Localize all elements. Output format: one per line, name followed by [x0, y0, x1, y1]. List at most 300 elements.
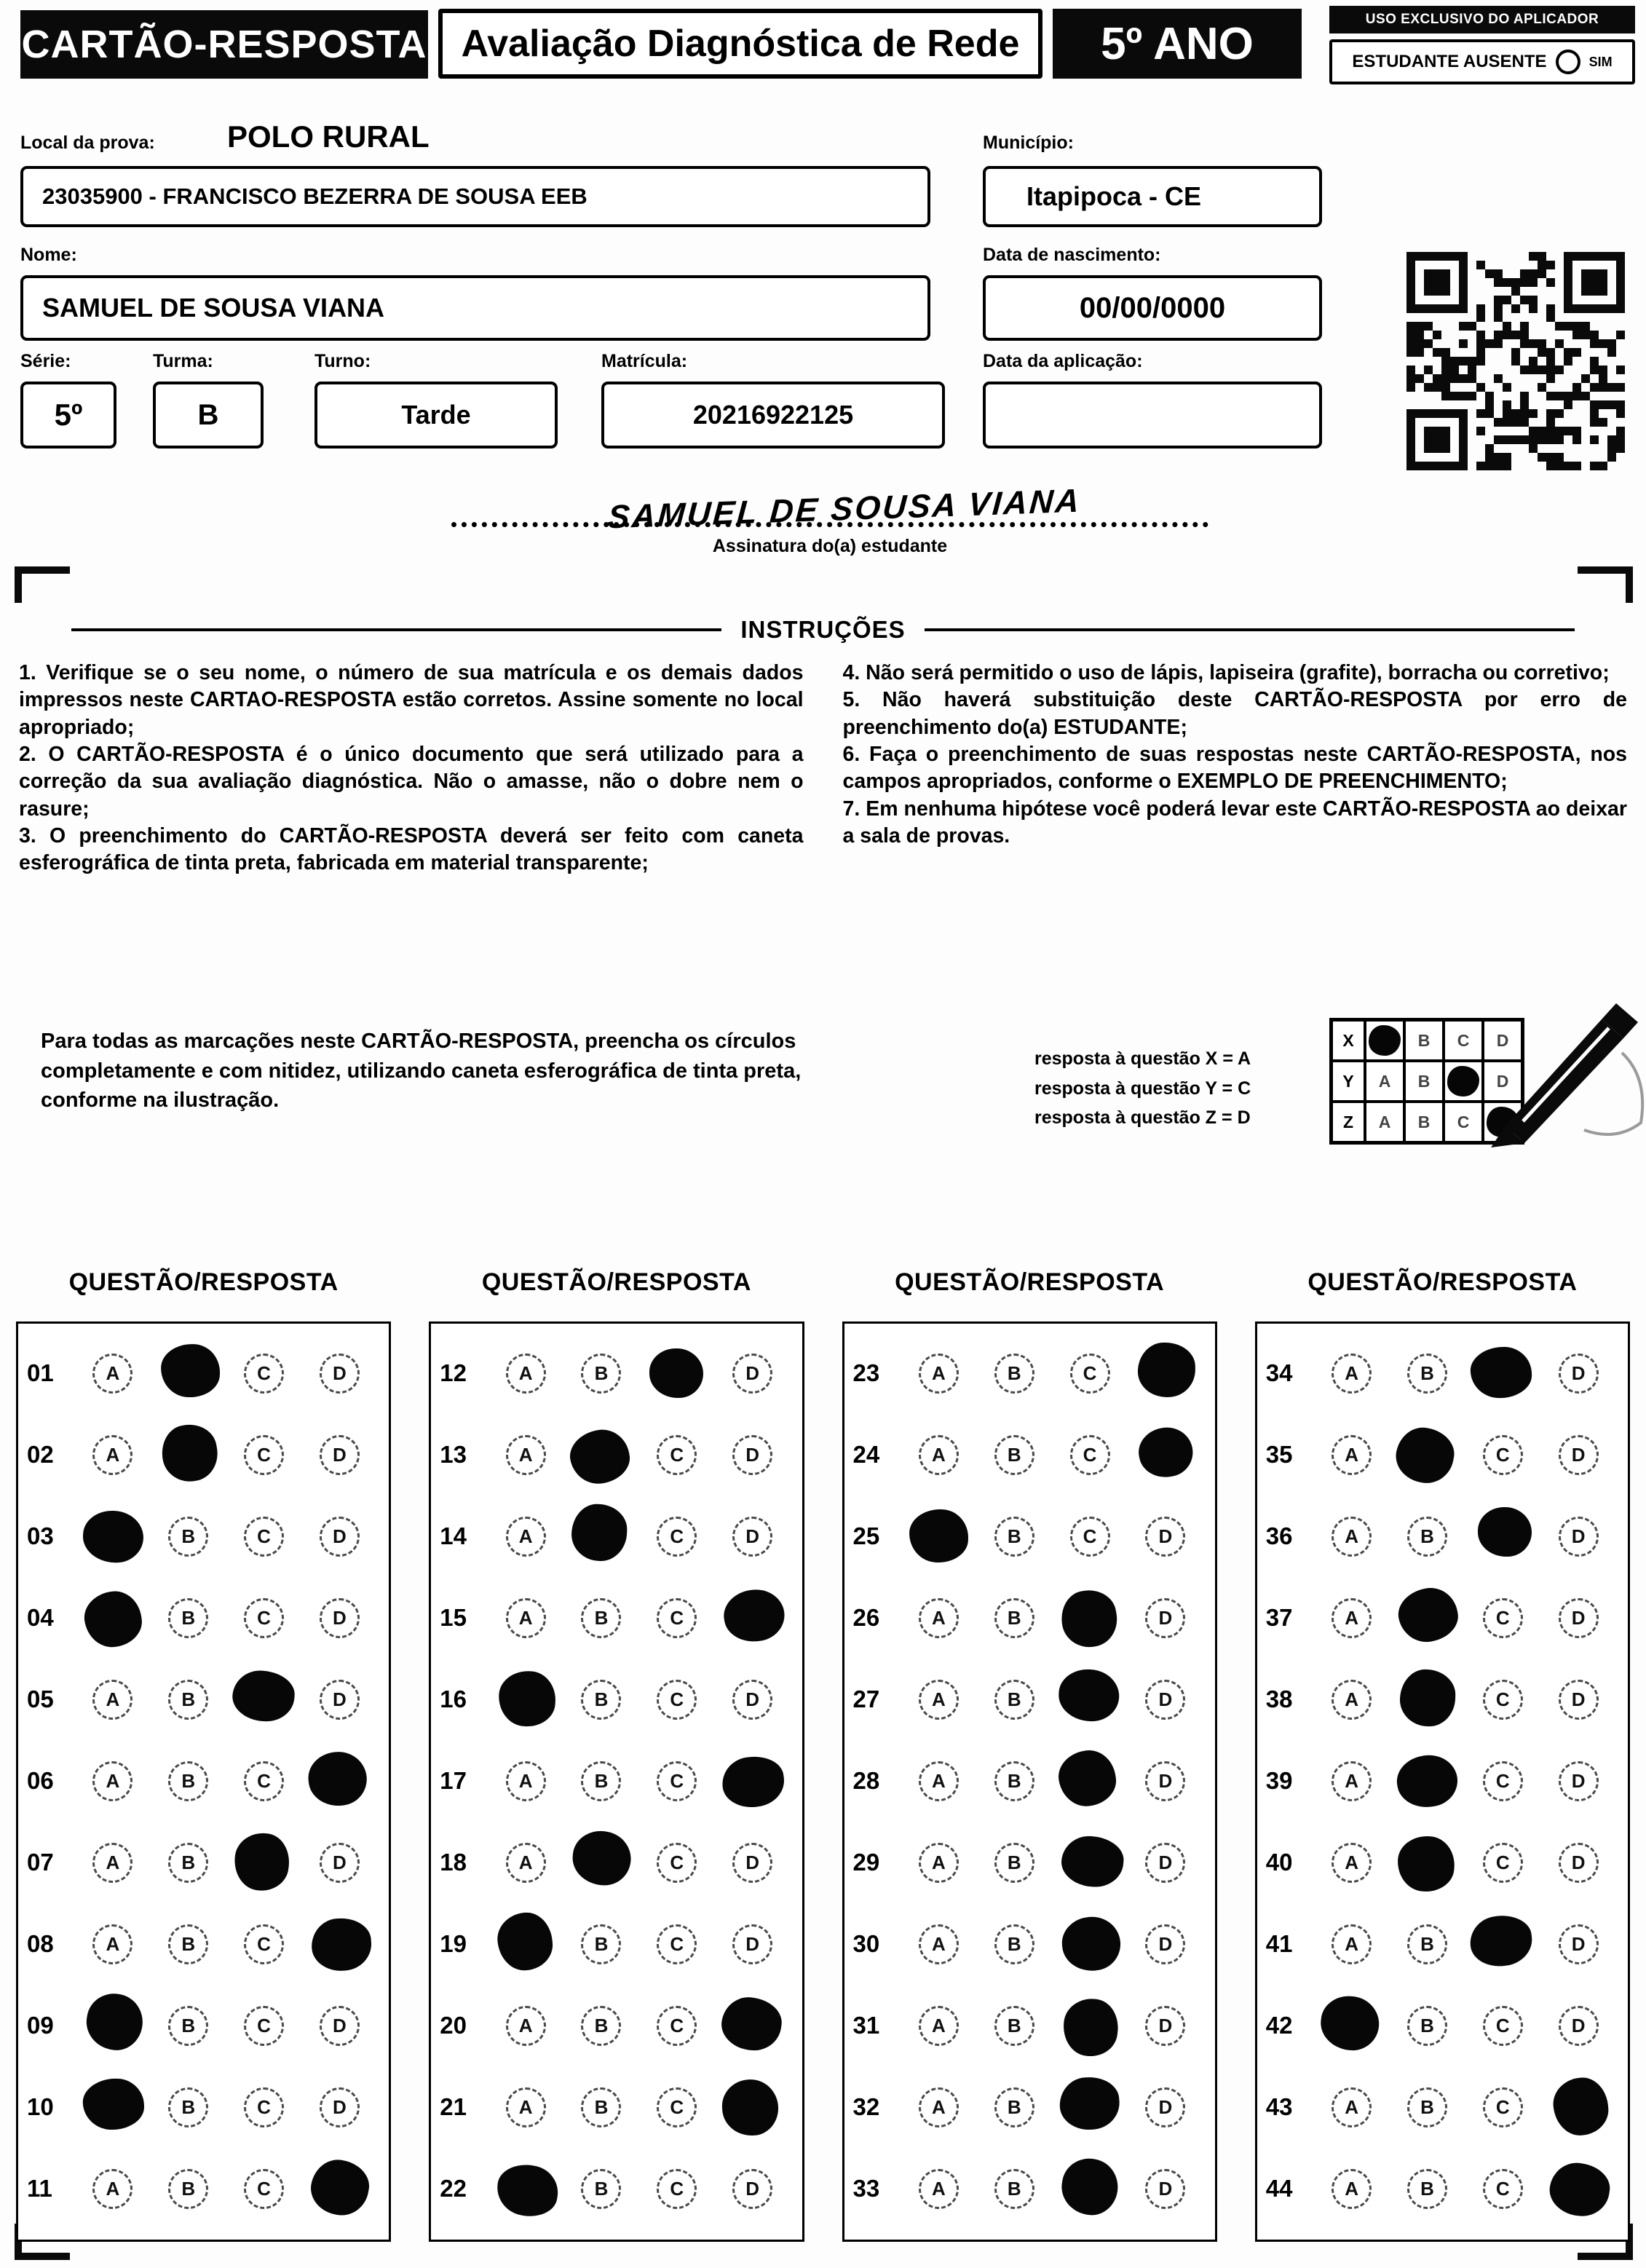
answer-bubble[interactable]: A [506, 1354, 546, 1394]
answer-bubble[interactable]: C [1483, 1761, 1523, 1801]
option-cell [715, 1435, 791, 1475]
question-row [853, 1414, 1203, 1495]
answer-bubble-filled[interactable] [1057, 2154, 1121, 2218]
answer-bubble[interactable]: B [994, 1435, 1034, 1475]
answer-bubble-filled[interactable] [721, 2078, 780, 2137]
answer-bubble-filled[interactable] [1478, 1507, 1532, 1557]
answer-bubble-filled[interactable] [1059, 1833, 1125, 1889]
signature-area [451, 479, 1208, 557]
answer-bubble[interactable]: D [1145, 2087, 1185, 2127]
answer-bubble[interactable]: C [657, 1843, 697, 1883]
option-cell [226, 2006, 302, 2046]
option-cell [1465, 1598, 1540, 1638]
answer-bubble[interactable]: A [919, 1435, 959, 1475]
option-cell [1540, 1354, 1616, 1394]
answer-bubble-filled[interactable] [909, 1509, 968, 1562]
option-cell [1128, 1430, 1203, 1479]
answer-bubble[interactable]: A [919, 1680, 959, 1720]
question-row [27, 1332, 377, 1414]
answer-bubble[interactable]: D [732, 1680, 772, 1720]
example-option-cell: C [1444, 1102, 1483, 1142]
option-cell [75, 1680, 151, 1720]
answer-bubble-filled[interactable] [1059, 1914, 1123, 1974]
answer-bubble-filled[interactable] [721, 1585, 788, 1645]
question-number: 19 [440, 1930, 467, 1957]
answer-bubble[interactable]: D [1559, 1843, 1599, 1883]
answer-bubble[interactable]: D [1145, 1924, 1185, 1964]
option-cell [301, 2006, 377, 2046]
answer-bubble[interactable]: D [1559, 2006, 1599, 2046]
option-cell [715, 1999, 791, 2052]
answer-column [842, 1268, 1217, 2242]
example-option-cell: B [1404, 1102, 1444, 1142]
option-cell [1314, 1435, 1390, 1475]
option-cell [901, 1924, 977, 1964]
answer-bubble-filled[interactable] [83, 1989, 147, 2053]
option-cell [1540, 2079, 1616, 2136]
answer-bubble-filled[interactable] [1399, 1669, 1457, 1728]
answer-bubble[interactable]: C [244, 1598, 284, 1638]
answer-bubble[interactable]: D [1145, 1761, 1185, 1801]
answer-bubble[interactable]: A [1332, 2169, 1372, 2209]
option-cell [301, 2087, 377, 2127]
answer-bubble[interactable]: D [1559, 1680, 1599, 1720]
answer-bubble[interactable]: B [994, 1680, 1034, 1720]
answer-bubble[interactable]: B [1407, 1354, 1447, 1394]
question-row [440, 1985, 790, 2066]
example-line: resposta à questão X = A [1034, 1048, 1251, 1069]
option-cell [715, 2079, 791, 2135]
option-cell [75, 1590, 151, 1645]
answer-bubble-filled[interactable] [82, 2078, 145, 2131]
option-cell [1128, 1761, 1203, 1801]
answer-bubble[interactable]: A [1332, 1598, 1372, 1638]
answer-bubble[interactable]: D [320, 1598, 360, 1638]
answer-bubble-filled[interactable] [1470, 1346, 1532, 1399]
answer-column-title: QUESTÃO/RESPOSTA [481, 1268, 751, 1296]
answer-bubble-filled[interactable] [497, 1670, 558, 1728]
option-cell [488, 2087, 563, 2127]
answer-block [16, 1321, 391, 2242]
question-row [1266, 1495, 1616, 1577]
option-cell [75, 1435, 151, 1475]
answer-bubble[interactable]: A [92, 1924, 132, 1964]
answer-bubble[interactable]: C [244, 2006, 284, 2046]
question-number: 38 [1265, 1686, 1293, 1712]
answer-bubble[interactable]: D [1145, 1680, 1185, 1720]
answer-bubble[interactable]: B [994, 2169, 1034, 2209]
question-number: 18 [440, 1849, 467, 1876]
answer-bubble[interactable]: B [168, 2169, 208, 2209]
data-aplicacao-label: Data da aplicação: [983, 351, 1143, 371]
question-number: 22 [440, 2175, 467, 2202]
answer-bubble[interactable]: A [919, 2087, 959, 2127]
matricula-field: 20216922125 [601, 382, 945, 449]
answer-bubble-filled[interactable] [306, 2155, 373, 2220]
answer-bubble[interactable]: B [168, 1761, 208, 1801]
question-row [1266, 2148, 1616, 2229]
answer-bubble-filled[interactable] [1057, 1586, 1121, 1651]
answer-sheet [16, 1268, 1630, 2242]
answer-bubble[interactable]: B [168, 1843, 208, 1883]
question-number: 34 [1265, 1359, 1293, 1386]
answer-bubble[interactable]: B [1407, 2169, 1447, 2209]
estudante-ausente-label: ESTUDANTE AUSENTE [1352, 52, 1547, 71]
answer-bubble-filled[interactable] [1393, 1750, 1461, 1811]
option-cell [1540, 1843, 1616, 1883]
municipio-label: Município: [983, 133, 1074, 153]
answer-bubble-filled[interactable] [161, 1343, 221, 1397]
answer-bubble-filled[interactable] [1396, 1834, 1457, 1893]
answer-bubble[interactable]: C [657, 1924, 697, 1964]
option-cell [976, 1924, 1052, 1964]
answer-bubble[interactable]: A [1332, 1517, 1372, 1557]
answer-bubble[interactable]: D [1145, 1598, 1185, 1638]
answer-bubble[interactable]: A [1332, 1680, 1372, 1720]
option-cell [715, 1843, 791, 1883]
answer-bubble[interactable]: C [1483, 1435, 1523, 1475]
question-row [27, 1577, 377, 1659]
answer-bubble[interactable]: C [244, 1517, 284, 1557]
answer-bubble-filled[interactable] [570, 1828, 633, 1888]
answer-bubble-filled[interactable] [719, 1753, 787, 1810]
answer-bubble[interactable]: A [92, 2169, 132, 2209]
answer-bubble[interactable]: B [994, 1843, 1034, 1883]
answer-bubble[interactable]: A [506, 1517, 546, 1557]
answer-bubble[interactable]: B [994, 1354, 1034, 1394]
answer-bubble[interactable]: B [581, 1680, 621, 1720]
answer-bubble[interactable]: A [506, 2006, 546, 2046]
answer-bubble[interactable]: C [1070, 1354, 1110, 1394]
option-cell [639, 1598, 715, 1638]
answer-bubble[interactable]: B [168, 1924, 208, 1964]
answer-bubble[interactable]: B [1407, 2006, 1447, 2046]
question-number: 37 [1265, 1604, 1293, 1631]
question-row [853, 1577, 1203, 1659]
option-cell [1314, 1598, 1390, 1638]
option-cell [301, 1754, 377, 1808]
option-cell [1052, 1435, 1128, 1475]
answer-bubble-filled[interactable] [1318, 1994, 1381, 2053]
option-cell [563, 1836, 639, 1889]
answer-bubble[interactable]: A [919, 1924, 959, 1964]
answer-bubble[interactable]: A [92, 1680, 132, 1720]
answer-bubble[interactable]: A [506, 1843, 546, 1883]
answer-bubble[interactable]: D [320, 1517, 360, 1557]
answer-bubble[interactable]: D [1559, 1354, 1599, 1394]
answer-bubble-filled[interactable] [81, 1588, 145, 1651]
answer-bubble[interactable]: B [994, 1598, 1034, 1638]
answer-bubble-filled[interactable] [1060, 1995, 1121, 2059]
local-da-prova-label: Local da prova: [20, 133, 155, 153]
option-cell [563, 1429, 639, 1482]
answer-bubble[interactable]: C [1070, 1435, 1110, 1475]
answer-bubble[interactable]: D [1559, 1598, 1599, 1638]
answer-bubble[interactable]: D [1559, 1761, 1599, 1801]
option-cell [901, 1354, 977, 1394]
answer-bubble-filled[interactable] [1546, 2160, 1613, 2220]
answer-bubble[interactable]: C [244, 2169, 284, 2209]
question-number: 42 [1265, 2012, 1293, 2039]
answer-bubble-filled[interactable] [649, 1348, 703, 1398]
answer-bubble[interactable]: A [919, 2006, 959, 2046]
option-cell [301, 1843, 377, 1883]
answer-bubble[interactable]: B [994, 2006, 1034, 2046]
answer-bubble[interactable]: C [657, 2006, 697, 2046]
question-number: 17 [440, 1767, 467, 1794]
answer-bubble[interactable]: B [168, 1680, 208, 1720]
answer-bubble[interactable]: D [732, 1517, 772, 1557]
question-row [440, 1495, 790, 1577]
question-row [440, 2148, 790, 2229]
answer-bubble[interactable]: B [581, 2006, 621, 2046]
answer-column [1255, 1268, 1630, 2242]
answer-bubble[interactable]: B [994, 2087, 1034, 2127]
question-number: 15 [440, 1604, 467, 1631]
example-option-cell: B [1404, 1020, 1444, 1061]
option-cell [639, 1435, 715, 1475]
question-row [27, 1659, 377, 1740]
answer-bubble[interactable]: B [581, 1598, 621, 1638]
option-cell [1465, 1761, 1540, 1801]
question-row [1266, 1577, 1616, 1659]
answer-bubble[interactable]: A [506, 2087, 546, 2127]
option-cell [1314, 1680, 1390, 1720]
option-cell [639, 1680, 715, 1720]
answer-bubble[interactable]: C [1483, 1680, 1523, 1720]
option-cell [151, 2006, 226, 2046]
signature-label: Assinatura do(a) estudante [712, 536, 948, 556]
answer-bubble-filled[interactable] [306, 1749, 369, 1809]
option-cell [976, 1435, 1052, 1475]
answer-bubble-filled[interactable] [571, 1504, 628, 1562]
answer-bubble[interactable]: B [581, 2087, 621, 2127]
option-cell [488, 1916, 563, 1973]
answer-bubble[interactable]: A [506, 1598, 546, 1638]
answer-bubble[interactable]: D [320, 2087, 360, 2127]
answer-bubble[interactable]: A [1332, 1924, 1372, 1964]
question-row [440, 1659, 790, 1740]
option-cell [639, 1517, 715, 1557]
answer-bubble[interactable]: C [244, 1924, 284, 1964]
answer-bubble[interactable]: C [244, 1435, 284, 1475]
example-row-label: Z [1332, 1102, 1365, 1142]
answer-bubble[interactable]: C [244, 2087, 284, 2127]
answer-bubble-filled[interactable] [1391, 1423, 1458, 1487]
question-number: 05 [27, 1686, 54, 1712]
option-cell [901, 2169, 977, 2209]
option-cell [715, 1924, 791, 1964]
answer-bubble[interactable]: D [1145, 2169, 1185, 2209]
answer-bubble[interactable]: A [1332, 1761, 1372, 1801]
answer-bubble[interactable]: D [1145, 2006, 1185, 2046]
answer-bubble[interactable]: B [581, 1924, 621, 1964]
example-answer-lines [1034, 1044, 1251, 1133]
answer-bubble[interactable]: C [1483, 2087, 1523, 2127]
answer-bubble[interactable]: A [1332, 1843, 1372, 1883]
answer-bubble[interactable]: A [919, 1843, 959, 1883]
answer-bubble-filled[interactable] [1394, 1583, 1462, 1646]
answer-bubble[interactable]: C [1070, 1517, 1110, 1557]
answer-bubble-filled[interactable] [1058, 2075, 1121, 2132]
question-row [853, 1903, 1203, 1985]
answer-bubble-filled[interactable] [495, 1910, 555, 1972]
option-cell [901, 1510, 977, 1563]
instruction-item: 5. Não haverá substituição deste CARTÃO-RESPOSTA por erro de preenchimento do(a) ESTUDANTE; [842, 688, 1627, 739]
answer-bubble[interactable]: A [1332, 1435, 1372, 1475]
answer-bubble[interactable]: C [657, 1761, 697, 1801]
question-row [27, 1414, 377, 1495]
answer-bubble[interactable]: B [994, 1761, 1034, 1801]
option-cell [976, 1843, 1052, 1883]
option-cell [1128, 2006, 1203, 2046]
answer-bubble[interactable]: B [168, 1517, 208, 1557]
question-row [1266, 1740, 1616, 1822]
answer-bubble[interactable]: A [919, 2169, 959, 2209]
answer-bubble[interactable]: C [657, 2169, 697, 2209]
option-cell [1465, 1843, 1540, 1883]
option-cell [1540, 2162, 1616, 2215]
answer-bubble-filled[interactable] [718, 1994, 784, 2054]
answer-bubble[interactable]: A [92, 1843, 132, 1883]
answer-bubble[interactable]: D [1559, 1517, 1599, 1557]
answer-bubble[interactable]: A [919, 1598, 959, 1638]
signature-line[interactable] [451, 479, 1208, 536]
answer-bubble[interactable]: C [657, 1680, 697, 1720]
answer-bubble[interactable]: C [1483, 1598, 1523, 1638]
answer-bubble[interactable]: C [657, 1517, 697, 1557]
answer-bubble[interactable]: B [168, 2087, 208, 2127]
option-cell [976, 1354, 1052, 1394]
option-cell [1052, 1589, 1128, 1646]
corner-mark-top-left [15, 566, 70, 603]
answer-bubble[interactable]: C [1483, 2169, 1523, 2209]
answer-bubble[interactable]: C [244, 1354, 284, 1394]
option-cell [226, 2169, 302, 2209]
answer-bubble-filled[interactable] [231, 1668, 297, 1723]
answer-bubble[interactable]: A [1332, 1354, 1372, 1394]
answer-bubble[interactable]: D [1145, 1843, 1185, 1883]
answer-bubble[interactable]: D [1145, 1517, 1185, 1557]
answer-bubble[interactable]: B [1407, 1924, 1447, 1964]
answer-bubble[interactable]: C [657, 1598, 697, 1638]
answer-bubble[interactable]: D [732, 1924, 772, 1964]
answer-column-title: QUESTÃO/RESPOSTA [895, 1268, 1165, 1296]
answer-bubble[interactable]: D [732, 2169, 772, 2209]
answer-bubble[interactable]: A [506, 1435, 546, 1475]
answer-bubble[interactable]: C [657, 1435, 697, 1475]
question-row [27, 2148, 377, 2229]
option-cell [976, 1761, 1052, 1801]
answer-bubble-filled[interactable] [1056, 1747, 1120, 1809]
question-number: 28 [852, 1767, 880, 1794]
option-cell [715, 2169, 791, 2209]
answer-bubble[interactable]: D [732, 1843, 772, 1883]
option-cell [488, 1517, 563, 1557]
option-cell [226, 1435, 302, 1475]
answer-bubble[interactable]: B [994, 1517, 1034, 1557]
answer-bubble[interactable]: B [581, 1354, 621, 1394]
answer-bubble[interactable]: B [581, 2169, 621, 2209]
example-line: resposta à questão Y = C [1034, 1078, 1251, 1099]
question-number: 11 [27, 2175, 52, 2202]
option-cell [75, 1354, 151, 1394]
option-cell [1128, 2087, 1203, 2127]
answer-bubble[interactable]: C [1483, 1843, 1523, 1883]
answer-bubble-filled[interactable] [1134, 1423, 1198, 1482]
answer-bubble[interactable]: A [92, 1435, 132, 1475]
answer-bubble[interactable]: D [732, 1354, 772, 1394]
answer-bubble-filled[interactable] [493, 2160, 562, 2221]
answer-bubble[interactable]: D [1559, 1924, 1599, 1964]
answer-bubble-filled[interactable] [1467, 1912, 1535, 1969]
answer-bubble[interactable]: B [168, 2006, 208, 2046]
answer-bubble[interactable]: C [1483, 2006, 1523, 2046]
question-number: 01 [27, 1359, 54, 1386]
instructions-title: INSTRUÇÕES [740, 616, 906, 643]
answer-bubble-filled[interactable] [1551, 2075, 1610, 2137]
question-number: 23 [852, 1359, 880, 1386]
answer-bubble[interactable]: A [506, 1761, 546, 1801]
answer-bubble-filled[interactable] [1057, 1667, 1120, 1722]
instructions-section [19, 660, 1627, 877]
answer-bubble[interactable]: C [657, 2087, 697, 2127]
answer-bubble[interactable]: A [919, 1354, 959, 1394]
answer-bubble-filled[interactable] [310, 1916, 373, 1973]
answer-bubble[interactable]: A [919, 1761, 959, 1801]
answer-bubble[interactable]: C [244, 1761, 284, 1801]
answer-bubble[interactable]: D [1559, 1435, 1599, 1475]
option-cell [1052, 1997, 1128, 2055]
divider-line-right [925, 628, 1575, 631]
answer-bubble[interactable]: A [92, 1354, 132, 1394]
question-row [853, 2148, 1203, 2229]
answer-bubble-filled[interactable] [157, 1421, 221, 1486]
answer-bubble[interactable]: A [1332, 2087, 1372, 2127]
question-number: 14 [440, 1522, 467, 1549]
answer-bubble[interactable]: D [320, 2006, 360, 2046]
answer-bubble-filled[interactable] [1138, 1342, 1196, 1397]
answer-bubble-filled[interactable] [232, 1830, 293, 1894]
answer-bubble[interactable]: B [1407, 1517, 1447, 1557]
answer-bubble[interactable]: D [320, 1435, 360, 1475]
answer-bubble[interactable]: D [732, 1435, 772, 1475]
answer-bubble[interactable]: B [581, 1761, 621, 1801]
option-cell [976, 2087, 1052, 2127]
option-cell [1540, 1924, 1616, 1964]
ausente-sim-bubble[interactable] [1556, 50, 1580, 74]
option-cell [151, 1347, 226, 1400]
question-number: 43 [1265, 2093, 1293, 2120]
question-number: 04 [27, 1604, 54, 1631]
answer-bubble[interactable]: D [320, 1680, 360, 1720]
answer-bubble[interactable]: A [92, 1761, 132, 1801]
option-cell [151, 1598, 226, 1638]
answer-bubble[interactable]: D [320, 1354, 360, 1394]
answer-bubble-filled[interactable] [566, 1425, 634, 1488]
question-number: 10 [27, 2093, 54, 2120]
answer-bubble[interactable]: B [1407, 2087, 1447, 2127]
option-cell [1052, 1753, 1128, 1809]
option-cell [301, 1435, 377, 1475]
answer-bubble[interactable]: B [994, 1924, 1034, 1964]
option-cell [715, 1517, 791, 1557]
option-cell [1465, 2087, 1540, 2127]
option-cell [563, 1761, 639, 1801]
answer-bubble[interactable]: B [168, 1598, 208, 1638]
answer-bubble-filled[interactable] [82, 1509, 146, 1563]
answer-bubble[interactable]: D [320, 1843, 360, 1883]
